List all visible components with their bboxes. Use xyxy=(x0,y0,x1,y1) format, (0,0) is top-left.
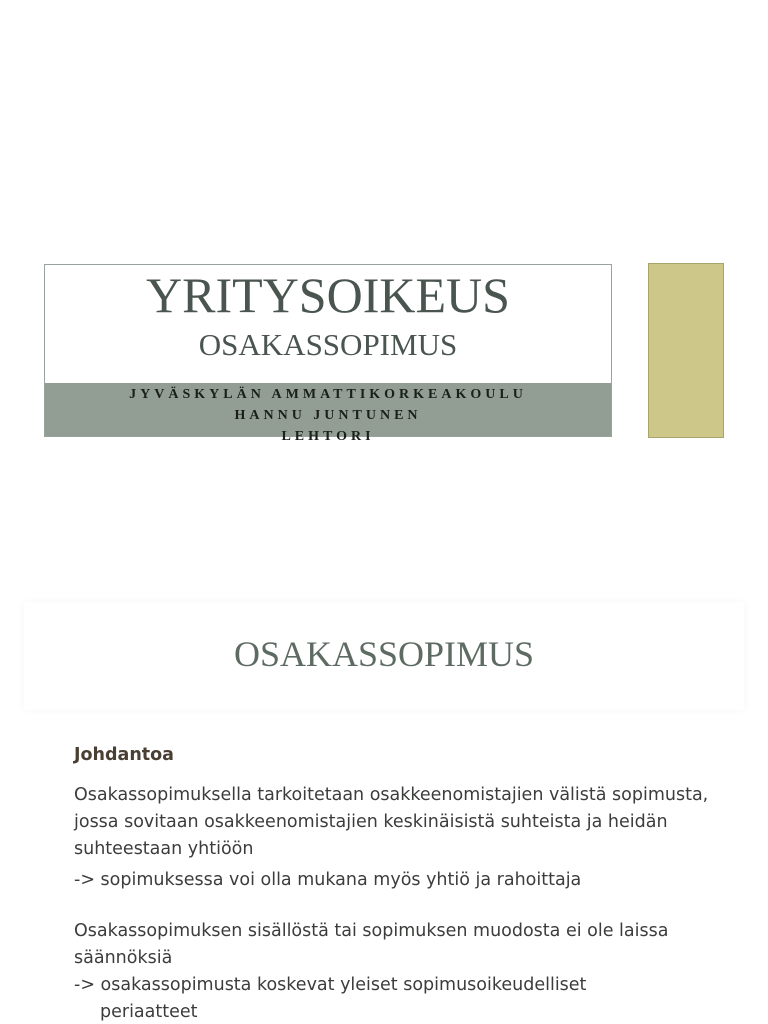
note-parties: -> sopimuksessa voi olla mukana myös yhtiö ja rahoittaja xyxy=(74,870,582,890)
main-title: YRITYSOIKEUS xyxy=(146,267,510,323)
intro-heading: Johdantoa xyxy=(74,745,174,765)
accent-block xyxy=(648,263,724,438)
author-line: HANNU JUNTUNEN xyxy=(234,408,422,423)
slide-2 xyxy=(0,576,768,1024)
note-principles-line2: periaatteet xyxy=(100,1002,198,1022)
role-line: LEHTORI xyxy=(281,429,375,444)
paragraph-definition: Osakassopimuksella tarkoitetaan osakkeenomistajien välistä sopimusta, jossa sovitaan osakkeenomistajien keskinäisistä suhteista ja heidän suhteestaan yhtiöön xyxy=(74,785,709,859)
slide-body xyxy=(74,740,734,1024)
paragraph-regulation: Osakassopimuksen sisällöstä tai sopimuksen muodosta ei ole laissa säännöksiä xyxy=(74,921,669,968)
note-principles-line1: -> osakassopimusta koskevat yleiset sopimusoikeudelliset xyxy=(74,975,587,995)
section-title: OSAKASSOPIMUS xyxy=(233,634,535,674)
info-band xyxy=(45,383,611,444)
institution-line: JYVÄSKYLÄN AMMATTIKORKEAKOULU xyxy=(129,387,527,402)
title-box xyxy=(44,264,612,444)
section-header xyxy=(24,602,744,710)
subtitle: OSAKASSOPIMUS xyxy=(198,327,458,362)
